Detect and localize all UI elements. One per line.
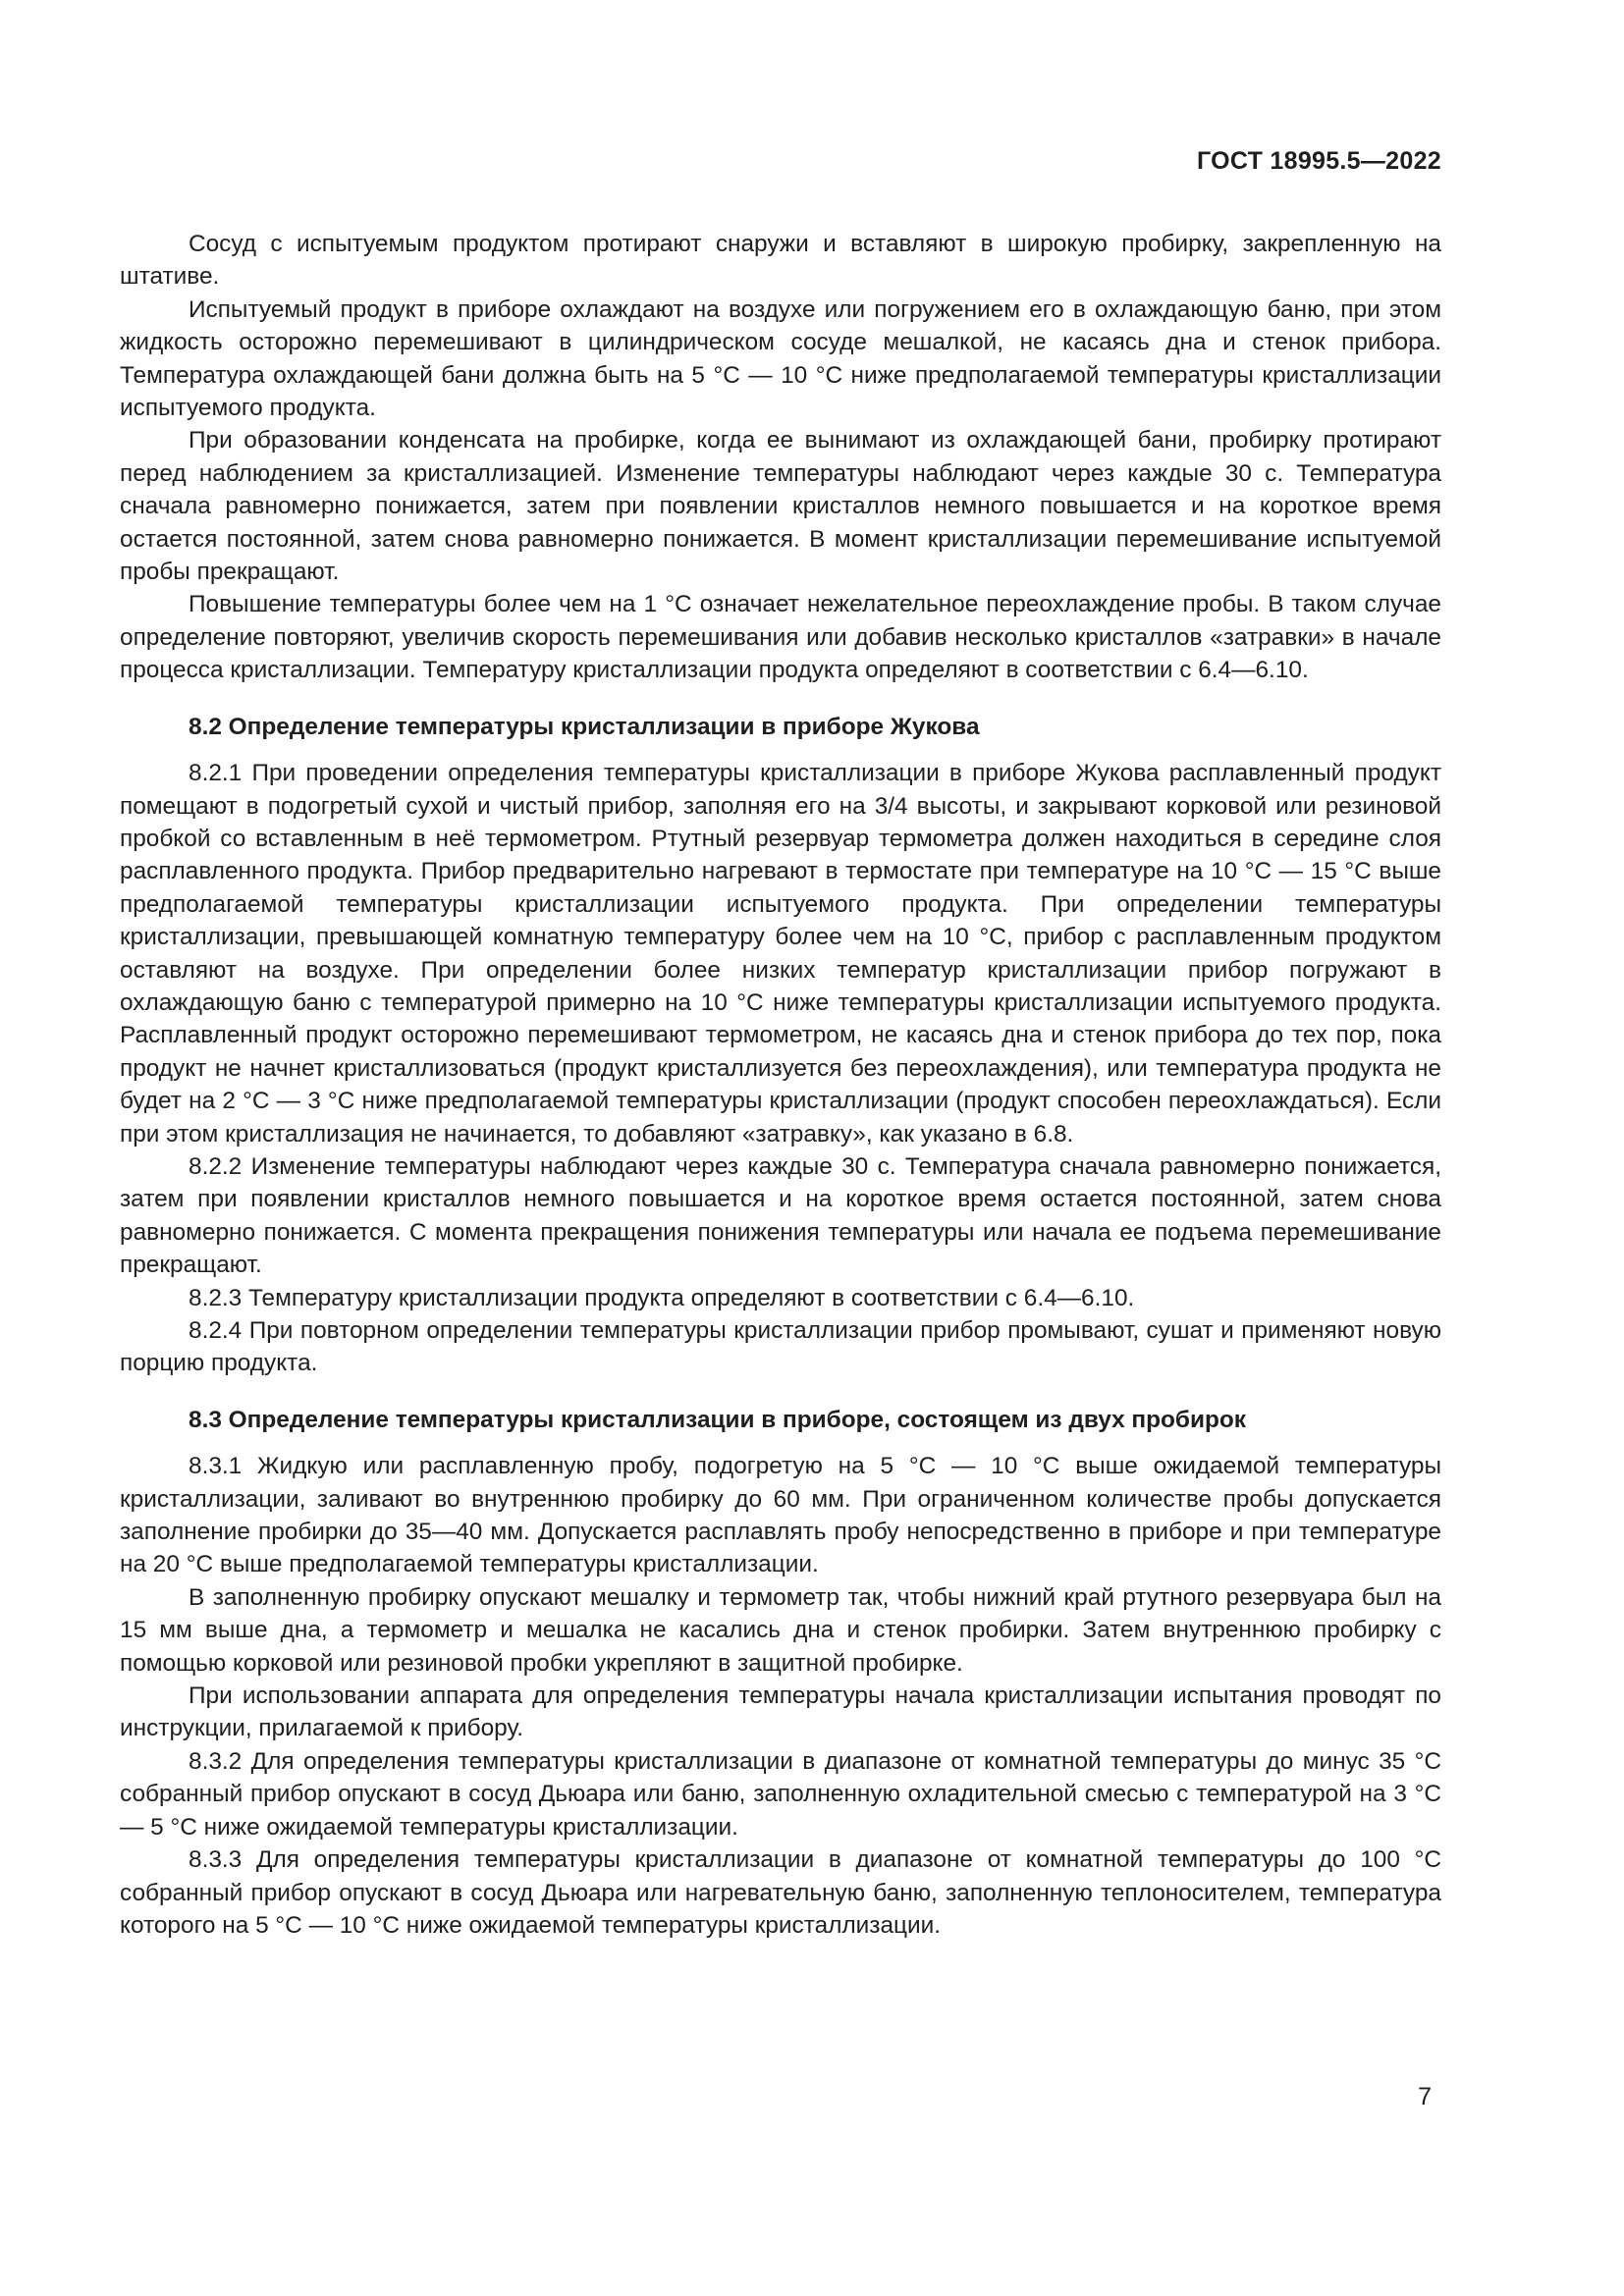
paragraph-8-2-3: 8.2.3 Температуру кристаллизации продукта определяют в соответствии с 6.4—6.10. (189, 1284, 1135, 1311)
document-code-header: ГОСТ 18995.5—2022 (1196, 147, 1441, 175)
paragraph: Сосуд с испытуемым продуктом протирают снаружи и вставляют в широкую пробирку, закрепленную на штативе. (120, 231, 1441, 291)
spacer (120, 1380, 1441, 1404)
spacer (120, 687, 1441, 711)
spacer (120, 743, 1441, 757)
spacer (120, 1436, 1441, 1450)
paragraph-8-2-2: 8.2.2 Изменение температуры наблюдают через каждые 30 с. Температура сначала равномерно понижается, затем при появлении кристаллов немного повышается и на короткое время остается постоянной, затем снова равномерно понижается. С момента прекращения понижения температуры или начала ее подъема перемешивание прекращают. (120, 1152, 1441, 1279)
section-heading-8-3: 8.3 Определение температуры кристаллизации в приборе, состоящем из двух пробирок (189, 1406, 1246, 1433)
document-body (120, 228, 1441, 1942)
paragraph-8-3-3: 8.3.3 Для определения температуры кристаллизации в диапазоне от комнатной температуры до 100 °С собранный прибор опускают в сосуд Дьюара или нагревательную баню, заполненную теплоносителем, температура которого на 5 °С — 10 °С ниже ожидаемой температуры кристаллизации. (120, 1846, 1441, 1939)
paragraph-8-2-1: 8.2.1 При проведении определения температуры кристаллизации в приборе Жукова расплавленный продукт помещают в подогретый сухой и чистый прибор, заполняя его на 3/4 высоты, и закрывают корковой или резиновой пробкой со вставленным в неё термометром. Ртутный резервуар термометра должен находиться в середине слоя расплавленного продукта. Прибор предварительно нагревают в термостате при температуре на 10 °С — 15 °С выше предполагаемой температуры кристаллизации испытуемого продукта. При определении температуры кристаллизации, превышающей комнатную температуру более чем на 10 °С, прибор с расплавленным продуктом оставляют на воздухе. При определении более низких температур кристаллизации прибор погружают в охлаждающую баню с температурой примерно на 10 °С ниже температуры кристаллизации испытуемого продукта. Расплавленный продукт осторожно перемешивают термометром, не касаясь дна и стенок прибора до тех пор, пока продукт не начнет кристаллизоваться (продукт кристаллизуется без переохлаждения), или температура продукта не будет на 2 °С — 3 °С ниже предполагаемой температуры кристаллизации (продукт способен переохлаждаться). Если при этом кристаллизация не начинается, то добавляют «затравку», как указано в 6.8. (120, 760, 1441, 1148)
paragraph: При использовании аппарата для определения температуры начала кристаллизации испытания проводят по инструкции, прилагаемой к прибору. (120, 1682, 1441, 1742)
paragraph: Испытуемый продукт в приборе охлаждают на воздухе или погружением его в охлаждающую баню, при этом жидкость осторожно перемешивают в цилиндрическом сосуде мешалкой, не касаясь дна и стенок прибора. Температура охлаждающей бани должна быть на 5 °С — 10 °С ниже предполагаемой температуры кристаллизации испытуемого продукта. (120, 295, 1441, 422)
section-heading-8-2: 8.2 Определение температуры кристаллизации в приборе Жукова (189, 713, 980, 740)
paragraph: В заполненную пробирку опускают мешалку и термометр так, чтобы нижний край ртутного резервуара был на 15 мм выше дна, а термометр и мешалка не касались дна и стенок пробирки. Затем внутреннюю пробирку с помощью корковой или резиновой пробки укрепляют в защитной пробирке. (120, 1583, 1441, 1677)
paragraph-8-3-2: 8.3.2 Для определения температуры кристаллизации в диапазоне от комнатной температуры до минус 35 °С собранный прибор опускают в сосуд Дьюара или баню, заполненную охладительной смесью с температурой на 3 °С — 5 °С ниже ожидаемой температуры кристаллизации. (120, 1747, 1441, 1841)
paragraph-8-2-4: 8.2.4 При повторном определении температуры кристаллизации прибор промывают, сушат и применяют новую порцию продукта. (120, 1317, 1441, 1377)
paragraph: Повышение температуры более чем на 1 °С означает нежелательное переохлаждение пробы. В таком случае определение повторяют, увеличив скорость перемешивания или добавив несколько кристаллов «затравки» в начале процесса кристаллизации. Температуру кристаллизации продукта определяют в соответствии с 6.4—6.10. (120, 591, 1441, 684)
paragraph: При образовании конденсата на пробирке, когда ее вынимают из охлаждающей бани, пробирку протирают перед наблюдением за кристаллизацией. Изменение температуры наблюдают через каждые 30 с. Температура сначала равномерно понижается, затем при появлении кристаллов немного повышается и на короткое время остается постоянной, затем снова равномерно понижается. В момент кристаллизации перемешивание испытуемой пробы прекращают. (120, 427, 1441, 586)
page-number: 7 (1418, 2083, 1432, 2110)
paragraph-8-3-1: 8.3.1 Жидкую или расплавленную пробу, подогретую на 5 °С — 10 °С выше ожидаемой температуры кристаллизации, заливают во внутреннюю пробирку до 60 мм. При ограниченном количестве пробы допускается заполнение пробирки до 35—40 мм. Допускается расплавлять пробу непосредственно в приборе и при температуре на 20 °С выше предполагаемой температуры кристаллизации. (120, 1453, 1441, 1578)
